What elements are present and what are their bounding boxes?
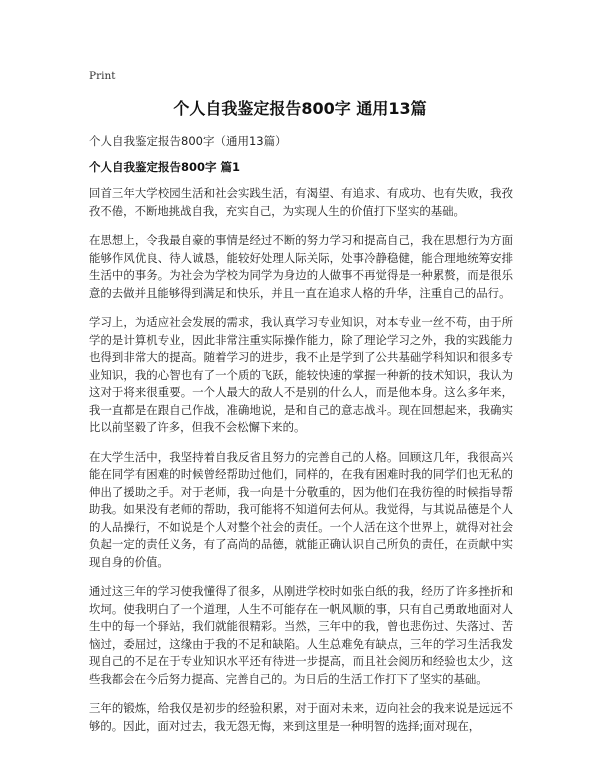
section-heading: 个人自我鉴定报告800字 篇1 (89, 160, 241, 174)
paragraph: 学习上，为适应社会发展的需求，我认真学习专业知识，对本专业一丝不苟，由于所学的是计算机专业，因此非常注重实际操作能力，除了理论学习之外，我的实践能力也得到非常大的提高。随着学习的进步，我不止是学到了公共基础学科知识和很多专业知识，我的心智也有了一个质的飞跃，能较快速的掌握一种新的技术知识，我认为这对于将来很重要。一个人最大的敌人不是别的什么人，而是他本身。这么多年来，我一直都是在跟自己作战，准确地说，是和自己的意志战斗。现在回想起来，我确实比以前坚毅了许多，但我不会松懈下来的。 (89, 315, 513, 434)
article-body (89, 185, 513, 747)
paragraph: 在大学生活中，我坚持着自我反省且努力的完善自己的人格。回顾这几年，我很高兴能在同学有困难的时候曾经帮助过他们，同样的，在我有困难时我的同学们也无私的伸出了援助之手。对于老师，我一向是十分敬重的，因为他们在我彷徨的时候指导帮助我。如果没有老师的帮助，我可能将不知道何去何从。我觉得，与其说品德是个人的人品操行，不如说是个人对整个社会的责任。一个人活在这个世界上，就得对社会负起一定的责任义务，有了高尚的品德，就能正确认识自己所负的责任，在贡献中实现自身的价值。 (89, 449, 513, 569)
paragraph: 回首三年大学校园生活和社会实践生活，有渴望、有追求、有成功、也有失败，我孜孜不倦，不断地挑战自我，充实自己，为实现人生的价值打下坚实的基础。 (89, 186, 513, 218)
paragraph: 通过这三年的学习使我懂得了很多，从刚进学校时如张白纸的我，经历了许多挫折和坎坷。使我明白了一个道理，人生不可能存在一帆风顺的事，只有自己勇敢地面对人生中的每一个驿站，我们就能很精彩。当然，三年中的我，曾也悲伤过、失落过、苦恼过，委屈过，这缘由于我的不足和缺陷。人生总难免有缺点，三年的学习生活我发现自己的不足在于专业知识水平还有待进一步提高，而且社会阅历和经验也太少，这些我都会在今后努力提高、完善自己的。为日后的生活工作打下了坚实的基础。 (89, 584, 513, 686)
paragraph: 在思想上，令我最自豪的事情是经过不断的努力学习和提高自己，我在思想行为方面能够作风优良、待人诚恳，能较好处理人际关际，处事冷静稳健，能合理地统筹安排生活中的事务。为社会为学校为同学为身边的人做事不再觉得是一种累赘，而是很乐意的去做并且能够得到满足和快乐，并且一直在追求人格的升华，注重自己的品行。 (89, 233, 513, 300)
page-title: 个人自我鉴定报告800字 通用13篇 (173, 99, 427, 118)
print-link[interactable]: Print (89, 70, 116, 82)
page-subtitle: 个人自我鉴定报告800字（通用13篇） (89, 134, 287, 148)
paragraph: 三年的锻炼，给我仅是初步的经验积累，对于面对未来，迈向社会的我来说是远远不够的。因此，面对过去，我无怨无悔，来到这里是一种明智的选择;面对现在， (89, 701, 513, 733)
